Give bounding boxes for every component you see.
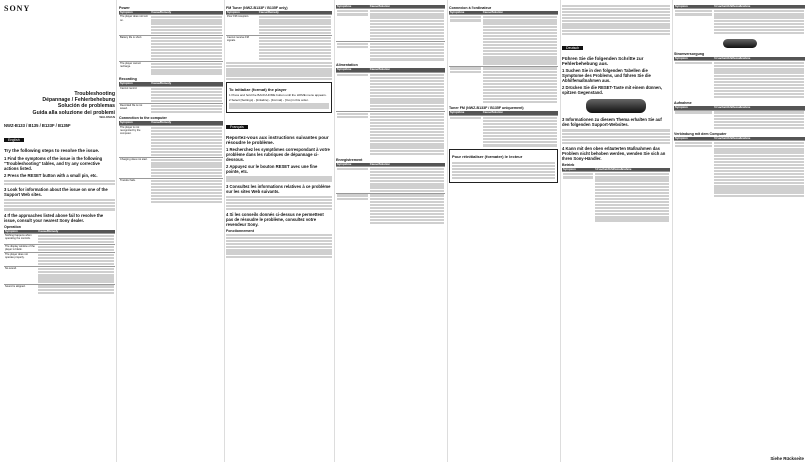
sony-logo: SONY xyxy=(4,4,31,13)
table-recording: Symptom Cause/Remedy Cannot record. Recorded file is not saved. xyxy=(119,82,223,114)
player-illustration-small xyxy=(723,39,757,48)
model-number: NWZ-B133 / B135 / B133F / B135F xyxy=(4,123,71,129)
en-step-2: 2 Press the RESET button with a small pin, etc. xyxy=(4,172,98,178)
panel-cover xyxy=(4,4,115,458)
footer-see-reverse: Siehe Rückseite xyxy=(770,456,804,461)
table-fm-tuner: Symptom Cause/Remedy Poor FM reception. Cannot receive FM signals. xyxy=(226,11,332,61)
en-heading: Try the following steps to resolve the issue. xyxy=(4,148,100,154)
table-fr-fonctionnement: Symptôme Cause/Solution xyxy=(336,5,445,61)
fr-heading: Reportez-vous aux instructions suivantes pour résoudre le problème. xyxy=(226,134,329,145)
en-step-1: 1 Find the symptoms of the issue in the following "Troubleshooting" tables, and try any corrective actions listed. xyxy=(4,155,103,171)
panel-fr-connection: Connexion à l'ordinateur Symptôme Cause/Solution Tuner FM (NWZ-B133F / B135F uniquement) Symptôme Cause/Solution Pour réinitialiser (formater) le lecteur xyxy=(449,4,558,458)
language-tab-de: Deutsch xyxy=(562,46,583,50)
format-box-en: To initialize (format) the player 1 Press and hold the BACK/HOME button until the HOME menu appears. 2 Select [Settings] - [Initialize] - [Format] - [Yes] in this order. xyxy=(226,82,332,113)
table-power: Symptom Cause/Remedy The player does not turn on. Battery life is short. The player cannot recharge. xyxy=(119,11,223,75)
panel-fm: FM Tuner (NWZ-B133F / B135F only) Symptom Cause/Remedy Poor FM reception. Cannot receive FM signals. To initialize (format) the player 1 Press and hold the BACK/HOME button until the HOME menu appears. 2 Select [Settings] - [Initialize] - [Format] - [Yes] in this order. Français Reportez-vous aux instructions suivantes pour résoudre le problème. 1 Recherchez les symptômes correspondant à votre problème dans les rubriques de dépannage ci-dessous. 2 Appuyez sur le bouton RESET avec une fine pointe, etc. 3 Consultez les informations relatives à ce problème sur les sites Web suivants. 4 Si les conseils donnés ci-dessus ne permettent pas de résoudre le problème, consultez votre revendeur Sony. Fonctionnement xyxy=(226,4,332,458)
panel-de-intro: Deutsch Führen Sie die folgenden Schritte zur Fehlerbehebung aus. 1 Suchen Sie in den folgenden Tabellen die Symptome des Problems, und führen Sie die Abhilfemaßnahmen aus. 2 Drücken Sie die RESET-Taste mit einem dünnen, spitzen Gegenstand. 3 Informationen zu diesem Thema erhalten Sie auf den folgenden Support-Websites. 4 Kann mit den oben erläuterten Maßnahmen das Problem nicht behoben werden, wenden Sie sich an Ihren Sony-Händler. Betrieb Symptom Ursache/Abhilfemaßnahme xyxy=(562,4,670,458)
document-title: Troubleshooting Dépannage / Fehlerbehebung Solución de problemas Guida alla soluzione dei problemi WALKMAN xyxy=(4,91,115,119)
table-operation: Symptom Cause/Remedy Nothing happens when operating the controls. The display window of the player is blank. The player does not operate properly. No sound. Sound is skipped. xyxy=(4,230,115,295)
table-connection: Symptom Cause/Remedy The player is not recognized by the computer. Charging does not start. Transfer fails. xyxy=(119,121,223,204)
en-step-3: 3 Look for information about the issue on one of the Support Web sites. xyxy=(4,187,108,198)
language-tab-fr: Français xyxy=(226,125,248,129)
panel-de-tables: Symptom Ursache/Abhilfemaßnahme Stromversorgung Symptom Ursache/Abhilfemaßnahme Aufnahme Symptom Ursache/Abhilfemaßnahme Verbindung mit dem Computer Symptom Ursache/Abhilfemaßnahme xyxy=(674,4,805,458)
format-box-fr: Pour réinitialiser (formater) le lecteur xyxy=(449,149,558,183)
en-step-4: 4 If the approaches listed above fail to resolve the issue, consult your nearest Sony dealer. xyxy=(4,212,104,223)
de-heading: Führen Sie die folgenden Schritte zur Fehlerbehebung aus. xyxy=(562,55,644,67)
panel-power: Power Symptom Cause/Remedy The player does not turn on. Battery life is short. The player cannot recharge. Recording Symptom Cause/Remedy Cannot record. Recorded file is not saved. Connection to the computer Symptom Cause/Remedy The player is not recognized by the computer. Charging does not start. Transfer fails. xyxy=(119,4,223,458)
panel-fr-tables: Symptôme Cause/Solution Alimentation Symptôme Cause/Solution Enregistrement Symptôme Cause/Solution xyxy=(336,4,445,458)
walkman-logo: WALKMAN xyxy=(99,114,115,119)
player-illustration xyxy=(586,99,646,113)
table-operation-title: Operation xyxy=(4,224,21,229)
language-tab-en: English xyxy=(4,138,24,142)
